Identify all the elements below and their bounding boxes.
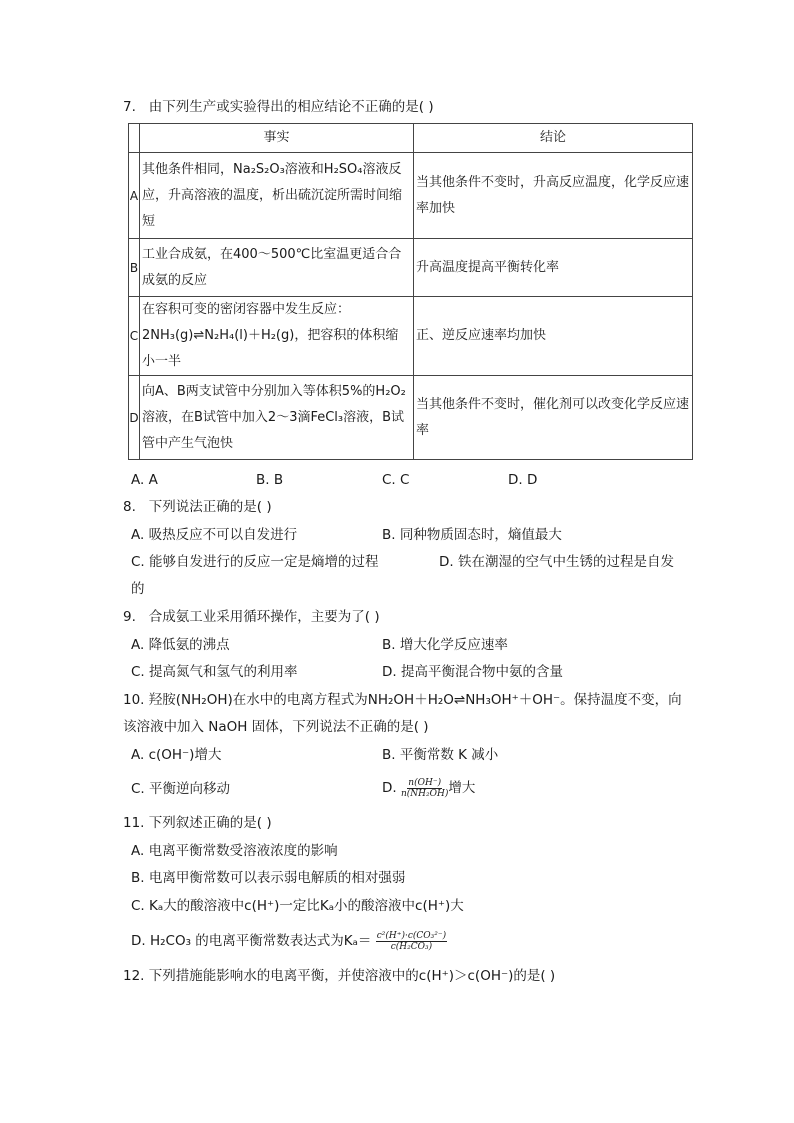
q11-option-d: [131, 926, 447, 956]
q7-number: 7.: [123, 99, 136, 115]
q12-stem-line: [123, 966, 555, 986]
q9-number: 9.: [123, 609, 136, 625]
row-fact: 在容积可变的密闭容器中发生反应：2NH₃(g)⇌N₂H₄(l)＋H₂(g)，把容积的体积缩小一半: [140, 297, 414, 376]
q9-stem: 合成氨工业采用循环操作，主要为了( ): [148, 609, 380, 625]
q10-option-a: A. c(OH⁻)增大: [131, 747, 222, 763]
table-row: [129, 376, 693, 460]
q7-option-d: D. D: [508, 472, 538, 488]
fraction-numerator: n(OH⁻): [408, 777, 442, 788]
q10-stem-line1: [123, 690, 682, 710]
q8-option-c: C. 能够自发进行的反应一定是熵增的过程: [131, 554, 379, 570]
q10-stem-1: 羟胺(NH₂OH)在水中的电离方程式为NH₂OH＋H₂O⇌NH₃OH⁺＋OH⁻。保持温度不变，向: [148, 692, 682, 708]
q11-fraction: [376, 931, 447, 952]
q9-option-d: D. 提高平衡混合物中氨的含量: [382, 664, 563, 680]
q7-table-header: [129, 124, 693, 153]
q9-option-a: A. 降低氨的沸点: [131, 637, 230, 653]
row-conclusion: 当其他条件不变时，催化剂可以改变化学反应速率: [414, 376, 693, 460]
fraction-denominator: c(H₂CO₃): [390, 941, 433, 952]
q7-header-conclusion: 结论: [414, 124, 693, 153]
row-fact: 其他条件相同，Na₂S₂O₃溶液和H₂SO₄溶液反应，升高溶液的温度，析出硫沉淀所需时间缩短: [140, 153, 414, 239]
q11-option-b: B. 电离甲衡常数可以表示弱电解质的相对强弱: [131, 870, 406, 886]
q10-fraction: [401, 778, 448, 799]
q11-option-a: A. 电离平衡常数受溶液浓度的影响: [131, 843, 338, 859]
fraction-denominator: n(NH₂OH): [400, 788, 449, 799]
q8-option-d-wrap: 的: [131, 581, 145, 597]
q9-option-c: C. 提高氮气和氢气的利用率: [131, 664, 298, 680]
q11-option-d-label: D. H₂CO₃ 的电离平衡常数表达式为Kₐ＝: [131, 933, 372, 949]
q8-option-d: D. 铁在潮湿的空气中生锈的过程是自发: [439, 554, 674, 570]
q9-option-b: B. 增大化学反应速率: [382, 637, 508, 653]
q11-number: 11.: [123, 815, 145, 831]
row-letter: A: [129, 153, 140, 239]
q11-stem-line: [123, 813, 272, 833]
q10-option-c: C. 平衡逆向移动: [131, 781, 231, 797]
q10-number: 10.: [123, 692, 145, 708]
q9-stem-line: [123, 607, 380, 627]
q8-stem-line: [123, 497, 272, 517]
row-fact: 工业合成氨，在400～500℃比室温更适合合成氨的反应: [140, 239, 414, 297]
q12-stem: 下列措施能影响水的电离平衡，并使溶液中的c(H⁺)＞c(OH⁻)的是( ): [148, 968, 556, 984]
q10-stem-line2: 该溶液中加入 NaOH 固体，下列说法不正确的是( ): [123, 719, 429, 735]
q7-stem: 由下列生产或实验得出的相应结论不正确的是( ): [148, 99, 434, 115]
q8-option-a: A. 吸热反应不可以自发进行: [131, 527, 298, 543]
q10-option-d-label: D.: [382, 780, 397, 796]
q12-number: 12.: [123, 968, 145, 984]
q7-option-a: A. A: [131, 472, 158, 488]
q10-option-b: B. 平衡常数 K 减小: [382, 747, 499, 763]
row-letter: C: [129, 297, 140, 376]
q10-option-d-suffix: 增大: [448, 780, 476, 796]
table-row: [129, 153, 693, 239]
q7-option-c: C. C: [382, 472, 410, 488]
q8-stem: 下列说法正确的是( ): [148, 499, 272, 515]
row-conclusion: 升高温度提高平衡转化率: [414, 239, 693, 297]
row-conclusion: 当其他条件不变时，升高反应温度，化学反应速率加快: [414, 153, 693, 239]
fraction-numerator: c²(H⁺)·c(CO₃²⁻): [376, 930, 447, 941]
table-row: [129, 239, 693, 297]
q8-number: 8.: [123, 499, 136, 515]
row-conclusion: 正、逆反应速率均加快: [414, 297, 693, 376]
q7-option-b: B. B: [256, 472, 284, 488]
row-letter: B: [129, 239, 140, 297]
q10-option-d: [382, 774, 475, 802]
table-row: [129, 297, 693, 376]
q7-table: [128, 123, 693, 460]
row-letter: D: [129, 376, 140, 460]
q7-stem-line: [123, 97, 434, 117]
q8-option-b: B. 同种物质固态时，熵值最大: [382, 527, 562, 543]
row-fact: 向A、B两支试管中分别加入等体积5%的H₂O₂溶液，在B试管中加入2～3滴FeCl₃溶液，B试管中产生气泡快: [140, 376, 414, 460]
q7-header-fact: 事实: [140, 124, 414, 153]
q11-option-c: C. Kₐ大的酸溶液中c(H⁺)一定比Kₐ小的酸溶液中c(H⁺)大: [131, 898, 464, 914]
q11-stem: 下列叙述正确的是( ): [148, 815, 272, 831]
